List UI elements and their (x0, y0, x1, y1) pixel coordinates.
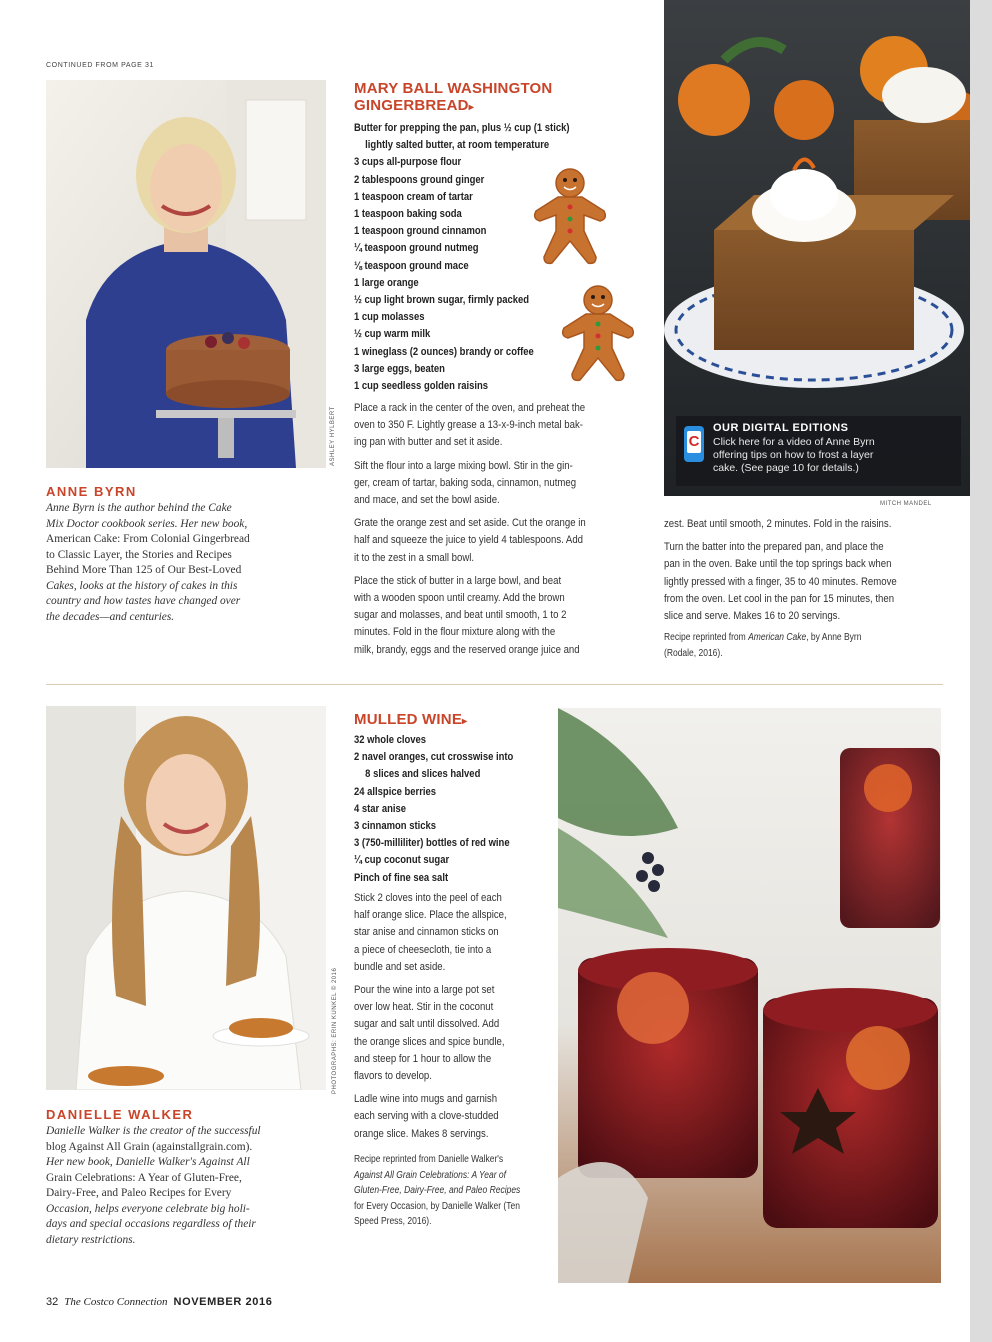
bio-line: dietary restrictions. (46, 1233, 136, 1246)
page-gutter (970, 0, 992, 1342)
step-line: milk, brandy, eggs and the reserved orange juice and (354, 643, 580, 656)
bio-line: Anne Byrn is the author behind the Cake (46, 502, 232, 514)
step-line: oven to 350 F. Lightly grease a 13-x-9-inch metal bak- (354, 419, 583, 432)
step-line: ing pan with butter and set it aside. (354, 436, 503, 449)
step-line: Stick 2 cloves into the peel of each (354, 892, 502, 904)
ingredient-item: ¼ cup coconut sugar (354, 854, 450, 867)
author-name-anne: ANNE BYRN (46, 484, 137, 499)
page-number: 32 (46, 1296, 59, 1308)
bio-line: the decades—and centuries. (46, 610, 175, 623)
step-line: with a wooden spoon until creamy. Add the brown (354, 592, 565, 605)
step-line: Place the stick of butter in a large bowl, and beat (354, 574, 562, 587)
bio-line: Behind More Than 125 of Our Best-Loved (46, 564, 242, 576)
step-line: half orange slice. Place the allspice, (354, 909, 507, 922)
magazine-name: The Costco Connection (64, 1296, 168, 1308)
bio-line: to Classic Layer, the Stories and Recipes (46, 548, 232, 561)
step-line: ger, cream of tartar, baking soda, cinnamon, nutmeg (354, 476, 577, 489)
gingerbread-man-icon (558, 282, 638, 387)
step-line: slice and serve. Makes 16 to 20 servings. (664, 610, 841, 623)
step-line: pan in the oven. Bake until the top springs back when (664, 558, 892, 571)
recipe-step (354, 1091, 550, 1143)
step-line: bundle and set aside. (354, 960, 446, 973)
recipe-title-gingerbread: MARY BALL WASHINGTON GINGERBREAD▸ (354, 80, 553, 114)
danielle-walker-photo (46, 706, 326, 1090)
step-line: a piece of cheesecloth, tie into a (354, 943, 492, 956)
ingredient-item: ⅛ teaspoon ground mace (354, 259, 469, 272)
bio-line: Her new book, Danielle Walker's Against All (46, 1156, 250, 1168)
ingredient-item: Butter for prepping the pan, plus ½ cup (1 stick) (354, 122, 570, 134)
step-line: flavors to develop. (354, 1070, 432, 1083)
recipe-steps-gingerbread-cont (664, 516, 945, 631)
author-name-danielle: DANIELLE WALKER (46, 1107, 194, 1122)
mulled-wine-photo (558, 708, 941, 1283)
issue-date: NOVEMBER 2016 (173, 1296, 273, 1308)
step-line: half and squeeze the juice to yield 4 tablespoons. Add (354, 534, 584, 547)
ingredient-item: 1 cup molasses (354, 311, 425, 324)
step-line: Turn the batter into the prepared pan, and place the (664, 541, 884, 554)
step-line: over low heat. Stir in the coconut (354, 1001, 494, 1014)
recipe-title-mulled-wine: MULLED WINE▸ (354, 711, 468, 728)
recipe-reprint-gingerbread: Recipe reprinted from American Cake, by Anne Byrn (Rodale, 2016). (664, 632, 862, 659)
bio-line: American Cake: From Colonial Gingerbread (46, 533, 250, 545)
reprint-line: Recipe reprinted from Danielle Walker's (354, 1154, 504, 1165)
digital-editions-text: Click here for a video of Anne Byrn offering tips on how to frost a layer cake. (See page 10 for details.) (713, 436, 875, 474)
danielle-photo-credit: PHOTOGRAPHS: ERIN KUNKEL © 2016 (332, 967, 338, 1094)
ingredient-item: 1 cup seedless golden raisins (354, 380, 489, 393)
phone-icon: C (684, 426, 704, 462)
ingredient-item: 1 teaspoon cream of tartar (354, 190, 473, 203)
page-footer (46, 1296, 272, 1308)
ingredient-item: 3 cups all-purpose flour (354, 156, 462, 169)
ingredient-item: 3 (750-milliliter) bottles of red wine (354, 837, 510, 850)
step-line: zest. Beat until smooth, 2 minutes. Fold in the raisins. (664, 518, 892, 530)
step-line: orange slice. Makes 8 servings. (354, 1127, 489, 1140)
ingredient-item: ½ cup light brown sugar, firmly packed (354, 294, 530, 307)
bio-line: blog Against All Grain (againstallgrain.com). (46, 1140, 253, 1153)
step-line: sugar and salt until dissolved. Add (354, 1018, 500, 1031)
continued-note: CONTINUED FROM PAGE 31 (46, 62, 154, 69)
ingredient-item: 1 large orange (354, 276, 419, 289)
step-line: the orange slices and spice bundle, (354, 1035, 505, 1048)
ingredient-item: 3 cinnamon sticks (354, 820, 437, 833)
food-photo-credit: MITCH MANDEL (880, 501, 932, 507)
step-line: Place a rack in the center of the oven, and preheat the (354, 402, 586, 414)
anne-byrn-photo (46, 80, 326, 468)
digital-editions-heading: OUR DIGITAL EDITIONS (713, 422, 849, 434)
recipe-steps-mulled-wine (354, 890, 550, 1149)
bio-line: Occasion, helps everyone celebrate big holi- (46, 1202, 250, 1215)
ingredient-item: 4 star anise (354, 802, 407, 815)
bio-line: Dairy-Free, and Paleo Recipes for Every (46, 1187, 232, 1199)
reprint-line: Gluten-Free, Dairy-Free, and Paleo Recipes (354, 1185, 521, 1196)
recipe-step (354, 458, 635, 510)
recipe-step (354, 573, 635, 659)
ingredient-item: ¼ teaspoon ground nutmeg (354, 242, 479, 255)
ingredient-item: ½ cup warm milk (354, 328, 431, 341)
ingredient-item: 1 wineglass (2 ounces) brandy or coffee (354, 345, 534, 358)
ingredient-item: 1 teaspoon baking soda (354, 208, 462, 221)
bio-line: country and how tastes have changed over (46, 595, 241, 607)
author-bio-danielle (46, 1124, 346, 1248)
step-line: sugar and molasses, and beat until smooth, 1 to 2 (354, 609, 567, 622)
ingredient-item: 3 large eggs, beaten (354, 362, 445, 375)
ingredient-item: Pinch of fine sea salt (354, 871, 449, 884)
anne-photo-credit: ASHLEY HYLBERT (330, 406, 336, 466)
recipe-steps-gingerbread (354, 400, 635, 665)
step-line: Ladle wine into mugs and garnish (354, 1093, 498, 1106)
bio-line: Grain Celebrations: A Year of Gluten-Free, (46, 1171, 242, 1184)
bio-line: days and special occasions regardless of their (46, 1218, 256, 1230)
ingredient-item: 24 allspice berries (354, 785, 437, 798)
ingredient-item: 2 navel oranges, cut crosswise into (354, 751, 514, 764)
step-line: star anise and cinnamon sticks on (354, 926, 499, 939)
step-line: Pour the wine into a large pot set (354, 984, 495, 997)
recipe-step (354, 982, 550, 1085)
step-line: minutes. Fold in the flour mixture along with the (354, 626, 556, 639)
ingredient-item: lightly salted butter, at room temperature (365, 139, 550, 152)
step-line: each serving with a clove-studded (354, 1110, 499, 1123)
recipe-reprint-mulled-wine (354, 1152, 545, 1230)
arrow-icon: ▸ (468, 102, 474, 113)
reprint-line: Against All Grain Celebrations: A Year of (354, 1169, 506, 1181)
section-divider (46, 684, 943, 685)
ingredient-item: 1 teaspoon ground cinnamon (354, 225, 487, 238)
ingredient-item: 32 whole cloves (354, 734, 427, 746)
bio-line: Mix Doctor cookbook series. Her new book, (46, 517, 248, 530)
bio-line: Danielle Walker is the creator of the successful (46, 1125, 261, 1137)
digital-editions-box[interactable] (676, 416, 961, 486)
recipe-step (664, 539, 945, 625)
step-line: Grate the orange zest and set aside. Cut the orange in (354, 517, 586, 530)
step-line: it to the zest in a small bowl. (354, 551, 475, 564)
recipe-step (354, 890, 550, 976)
recipe-step (354, 515, 635, 567)
step-line: lightly pressed with a finger, 35 to 40 minutes. Remove (664, 575, 897, 588)
gingerbread-man-icon (530, 165, 610, 270)
step-line: and mace, and set the bowl aside. (354, 494, 500, 507)
step-line: Sift the flour into a large mixing bowl. Stir in the gin- (354, 459, 573, 472)
ingredient-list-mulled-wine (354, 732, 552, 887)
reprint-line: Speed Press, 2016). (354, 1216, 432, 1227)
bio-line: Cakes, looks at the history of cakes in this (46, 579, 238, 592)
step-line: and steep for 1 hour to allow the (354, 1052, 492, 1065)
recipe-step (354, 400, 635, 452)
reprint-line: for Every Occasion, by Danielle Walker (Ten (354, 1200, 520, 1212)
recipe-step (664, 516, 945, 533)
ingredient-item: 2 tablespoons ground ginger (354, 173, 485, 186)
author-bio-anne (46, 501, 346, 625)
ingredient-item: 8 slices and slices halved (365, 768, 481, 781)
step-line: from the oven. Let cool in the pan for 15 minutes, then (664, 592, 895, 605)
arrow-icon: ▸ (462, 716, 468, 727)
